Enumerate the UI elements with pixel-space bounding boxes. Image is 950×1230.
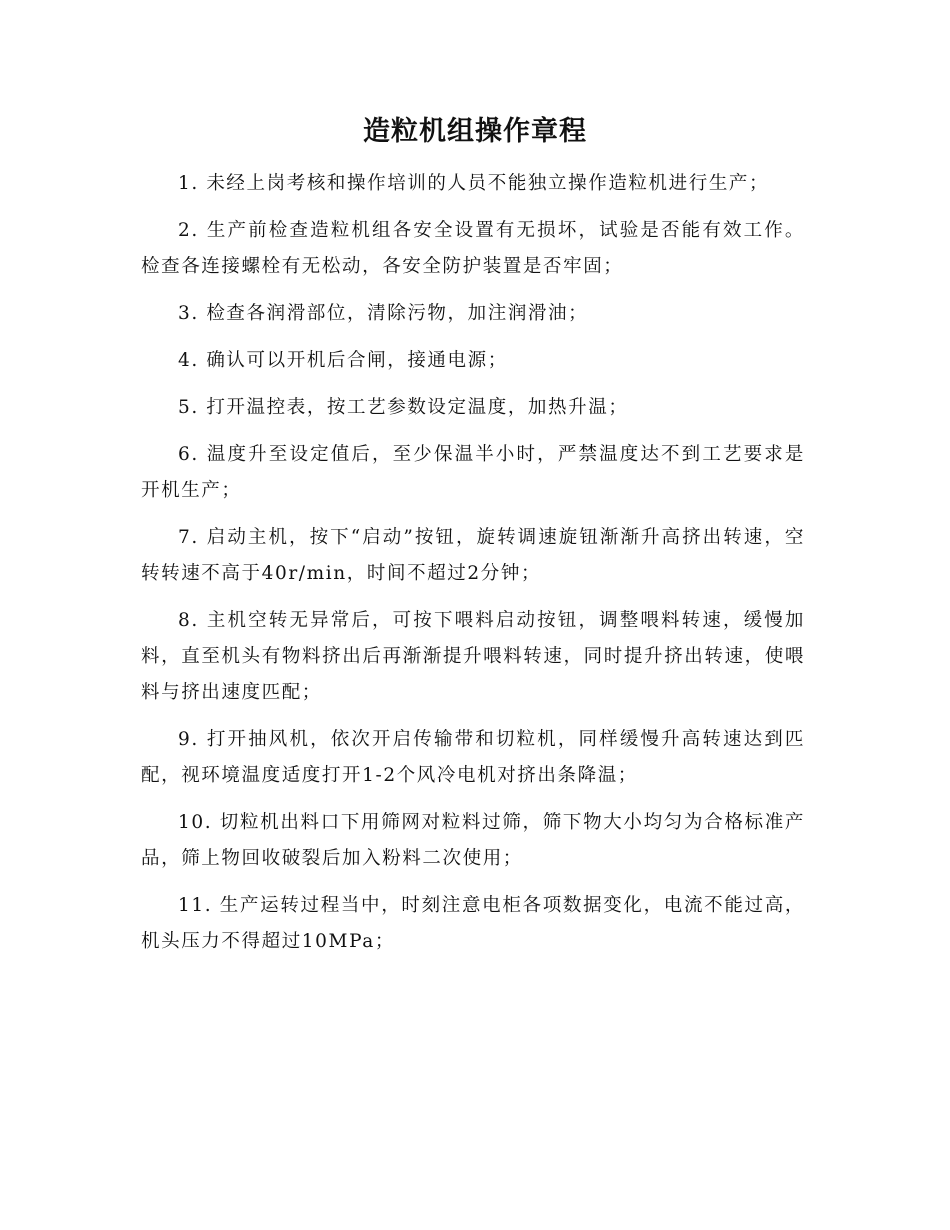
rule-item-5: 5. 打开温控表，按工艺参数设定温度，加热升温； [178,397,629,418]
rule-item-3: 3. 检查各润滑部位，清除污物，加注润滑油； [178,303,589,324]
rule-item-1: 1. 未经上岗考核和操作培训的人员不能独立操作造粒机进行生产； [178,173,770,194]
rules-list [141,166,805,971]
rule-item-9: 9. 打开抽风机，依次开启传输带和切粒机，同样缓慢升高转速达到匹配，视环境温度适度打开1-2个风冷电机对挤出条降温； [141,729,805,786]
rule-item-4: 4. 确认可以开机后合闸，接通电源； [178,350,508,371]
rule-item-2: 2. 生产前检查造粒机组各安全设置有无损坏，试验是否能有效工作。检查各连接螺栓有无松动，各安全防护装置是否牢固； [141,220,805,277]
rule-item-6: 6. 温度升至设定值后，至少保温半小时，严禁温度达不到工艺要求是开机生产； [141,444,805,501]
rule-item-11: 11. 生产运转过程当中，时刻注意电柜各项数据变化，电流不能过高，机头压力不得超过10MPa； [141,895,805,952]
rule-item-8: 8. 主机空转无异常后，可按下喂料启动按钮，调整喂料转速，缓慢加料，直至机头有物料挤出后再渐渐提升喂料转速，同时提升挤出转速，使喂料与挤出速度匹配； [141,610,805,703]
rule-item-7: 7. 启动主机，按下“启动”按钮，旋转调速旋钮渐渐升高挤出转速，空转转速不高于40r/min，时间不超过2分钟； [141,527,805,584]
document-title: 造粒机组操作章程 [363,116,587,147]
rule-item-10: 10. 切粒机出料口下用筛网对粒料过筛，筛下物大小均匀为合格标准产品，筛上物回收破裂后加入粉料二次使用； [141,812,805,869]
